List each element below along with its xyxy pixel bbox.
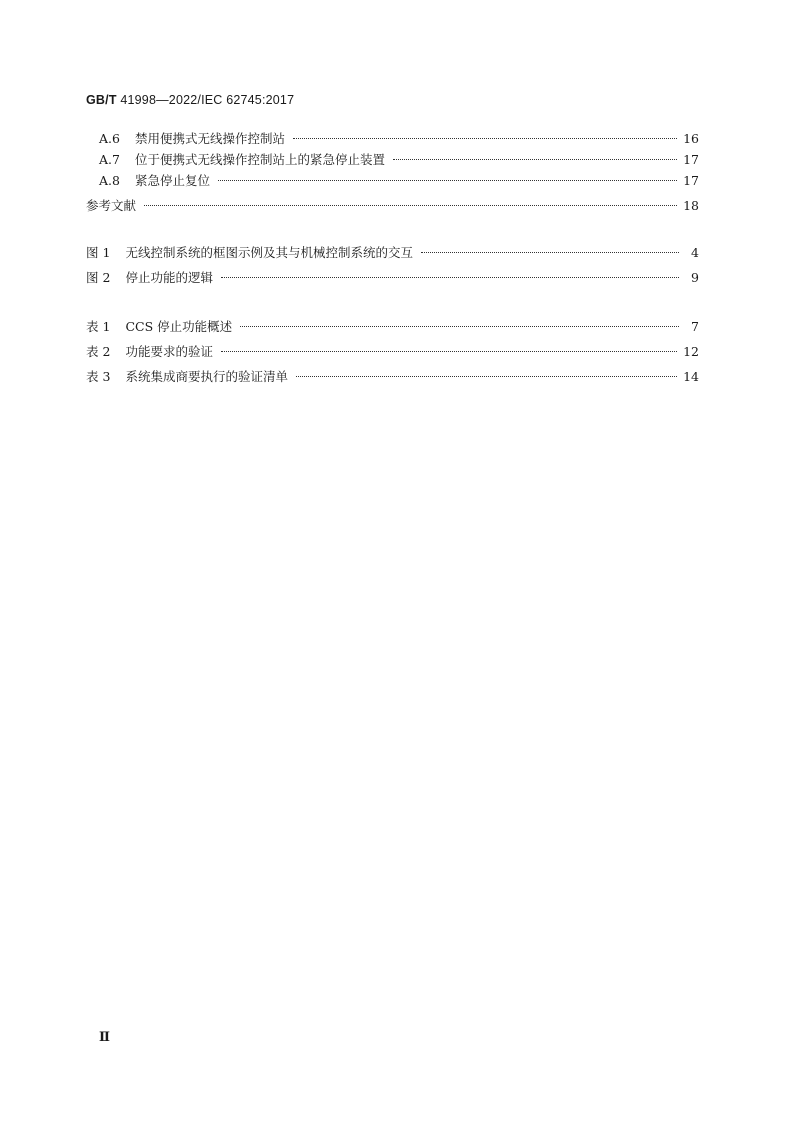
dot-leader [421, 252, 679, 253]
toc-entry-page: 7 [691, 319, 699, 334]
toc-entry-title: 参考文献 [86, 198, 137, 213]
toc-entry-page: 9 [691, 270, 699, 285]
toc-entry-code: 图 2 [86, 270, 111, 285]
toc-entry-table-2[interactable] [86, 343, 699, 361]
toc-entry-title: 系统集成商要执行的验证清单 [125, 369, 288, 384]
toc-entry-title: 功能要求的验证 [125, 344, 213, 359]
toc-entry-figure-2[interactable] [86, 269, 699, 287]
toc-entry-code: 表 2 [86, 344, 111, 359]
toc-entry-page: 18 [683, 198, 699, 213]
toc-entry-a6[interactable] [99, 130, 699, 148]
toc-entry-table-1[interactable] [86, 318, 699, 336]
toc-entry-code: 表 3 [86, 369, 111, 384]
toc-entry-page: 17 [683, 152, 699, 167]
toc-entry-page: 14 [683, 369, 699, 384]
document-header [86, 93, 294, 107]
dot-leader [221, 351, 677, 352]
dot-leader [296, 376, 677, 377]
toc-entry-code: 图 1 [86, 245, 111, 260]
toc-entry-page: 12 [683, 344, 699, 359]
page-number: Ⅱ [99, 1030, 110, 1045]
dot-leader [221, 277, 679, 278]
toc-entry-title: 停止功能的逻辑 [125, 270, 213, 285]
toc-entry-code: A.6 [99, 131, 120, 146]
toc-entry-code: A.8 [99, 173, 120, 188]
toc-entry-references[interactable] [86, 197, 699, 215]
toc-entry-page: 4 [691, 245, 699, 260]
toc-entry-title: 位于便携式无线操作控制站上的紧急停止装置 [134, 152, 385, 167]
toc-entry-title: 禁用便携式无线操作控制站 [134, 131, 285, 146]
dot-leader [393, 159, 677, 160]
toc-entry-table-3[interactable] [86, 368, 699, 386]
toc-entry-a8[interactable] [99, 172, 699, 190]
toc-entry-code: A.7 [99, 152, 120, 167]
dot-leader [144, 205, 677, 206]
standard-number: 41998—2022/IEC 62745:2017 [116, 93, 295, 107]
dot-leader [218, 180, 677, 181]
dot-leader [293, 138, 677, 139]
toc-entry-code: 表 1 [86, 319, 111, 334]
toc-entry-page: 16 [683, 131, 699, 146]
toc-entry-title: 紧急停止复位 [134, 173, 210, 188]
standard-prefix: GB/T [86, 93, 117, 107]
toc-entry-a7[interactable] [99, 151, 699, 169]
toc-entry-page: 17 [683, 173, 699, 188]
toc-entry-title: CCS 停止功能概述 [125, 319, 233, 334]
toc-entry-figure-1[interactable] [86, 244, 699, 262]
dot-leader [240, 326, 679, 327]
toc-entry-title: 无线控制系统的框图示例及其与机械控制系统的交互 [125, 245, 413, 260]
